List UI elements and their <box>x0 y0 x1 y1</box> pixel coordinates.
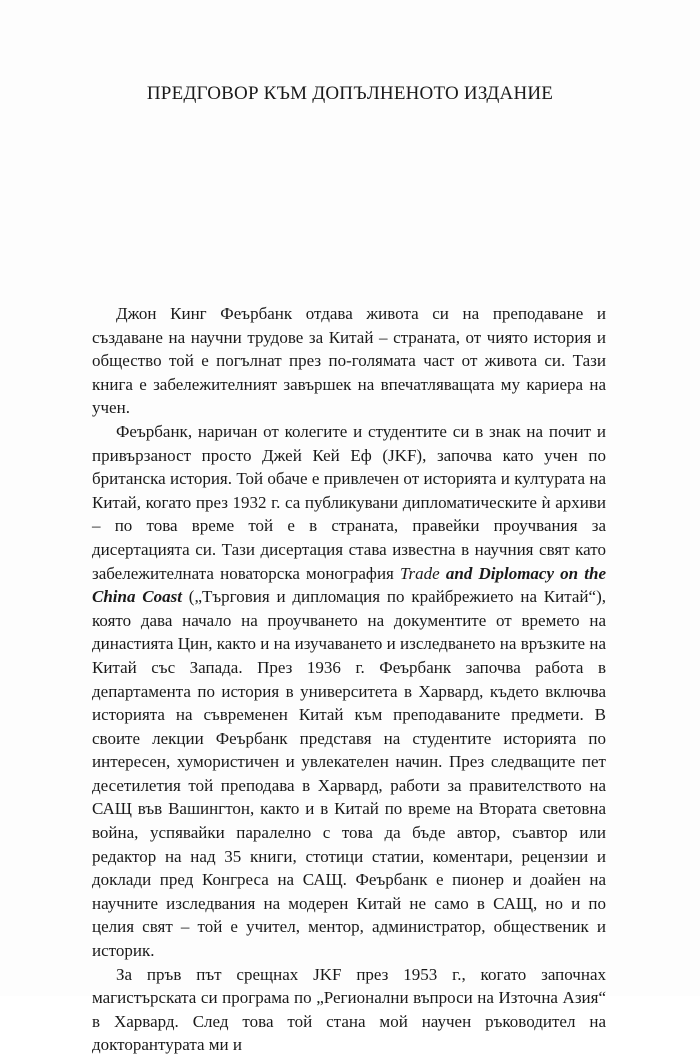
chapter-heading: ПРЕДГОВОР КЪМ ДОПЪЛНЕНОТО ИЗДАНИЕ <box>146 83 554 104</box>
paragraph-1: Джон Кинг Феърбанк отдава живота си на преподаване и създаване на научни трудове за Китай – страната, от чиято история и общество той е погълнат през по-голямата част от живота си. Тази книга е забележителният завършек на впечатляващата му кариера на учен. <box>92 304 606 418</box>
paragraph-3: За пръв път срещнах JKF през 1953 г., когато започнах магистърската си програма по „Регионални въпроси на Източна Азия“ в Харвард. След това той стана мой научен ръководител на докторантурата ми и <box>92 964 606 1055</box>
paragraph-2-part-1: Феърбанк, наричан от колегите и студентите си в знак на почит и привързаност просто Джей Кей Еф (JKF), започва като учен по британска история. Той обаче е привлечен от историята и културата на Китай, когато през 1932 г. са публикувани дипломатическите ѝ архиви – по това време той е в страната, правейки проучвания за дисертацията си. Тази дисертация става известна в научния свят като забележителната новаторска монография <box>92 421 606 583</box>
paragraph-2-part-2: („Търговия и дипломация по крайбрежието на Китай“), която дава начало на проучването на документите от времето на династията Цин, както и на изучаването и изследването на връзките на Китай със Запада. През 1936 г. Феърбанк започва работа в департамента по история в университета в Харвард, където включва историята на съвременен Китай към преподаваните предмети. В своите лекции Феърбанк представя на студентите историята по интересен, хумористичен и увлекателен начин. През следващите пет десетилетия той преподава в Харвард, работи за правителството на САЩ във Вашингтон, както и в Китай по време на Втората световна война, успявайки паралелно с това да бъде автор, съавтор или редактор на над 35 книги, стотици статии, коментари, рецензии и доклади пред Конгреса на САЩ. Феърбанк е пионер и доайен на научните изследвания на модерен Китай не само в САЩ, но и по целия свят – той е учител, ментор, администратор, общественик и историк. <box>92 587 606 961</box>
book-title-rest: and Diplomacy on the China Coast <box>92 563 607 607</box>
body-text <box>92 302 606 1057</box>
paragraph-2 <box>92 420 606 963</box>
book-title-trade: Trade <box>400 563 440 583</box>
